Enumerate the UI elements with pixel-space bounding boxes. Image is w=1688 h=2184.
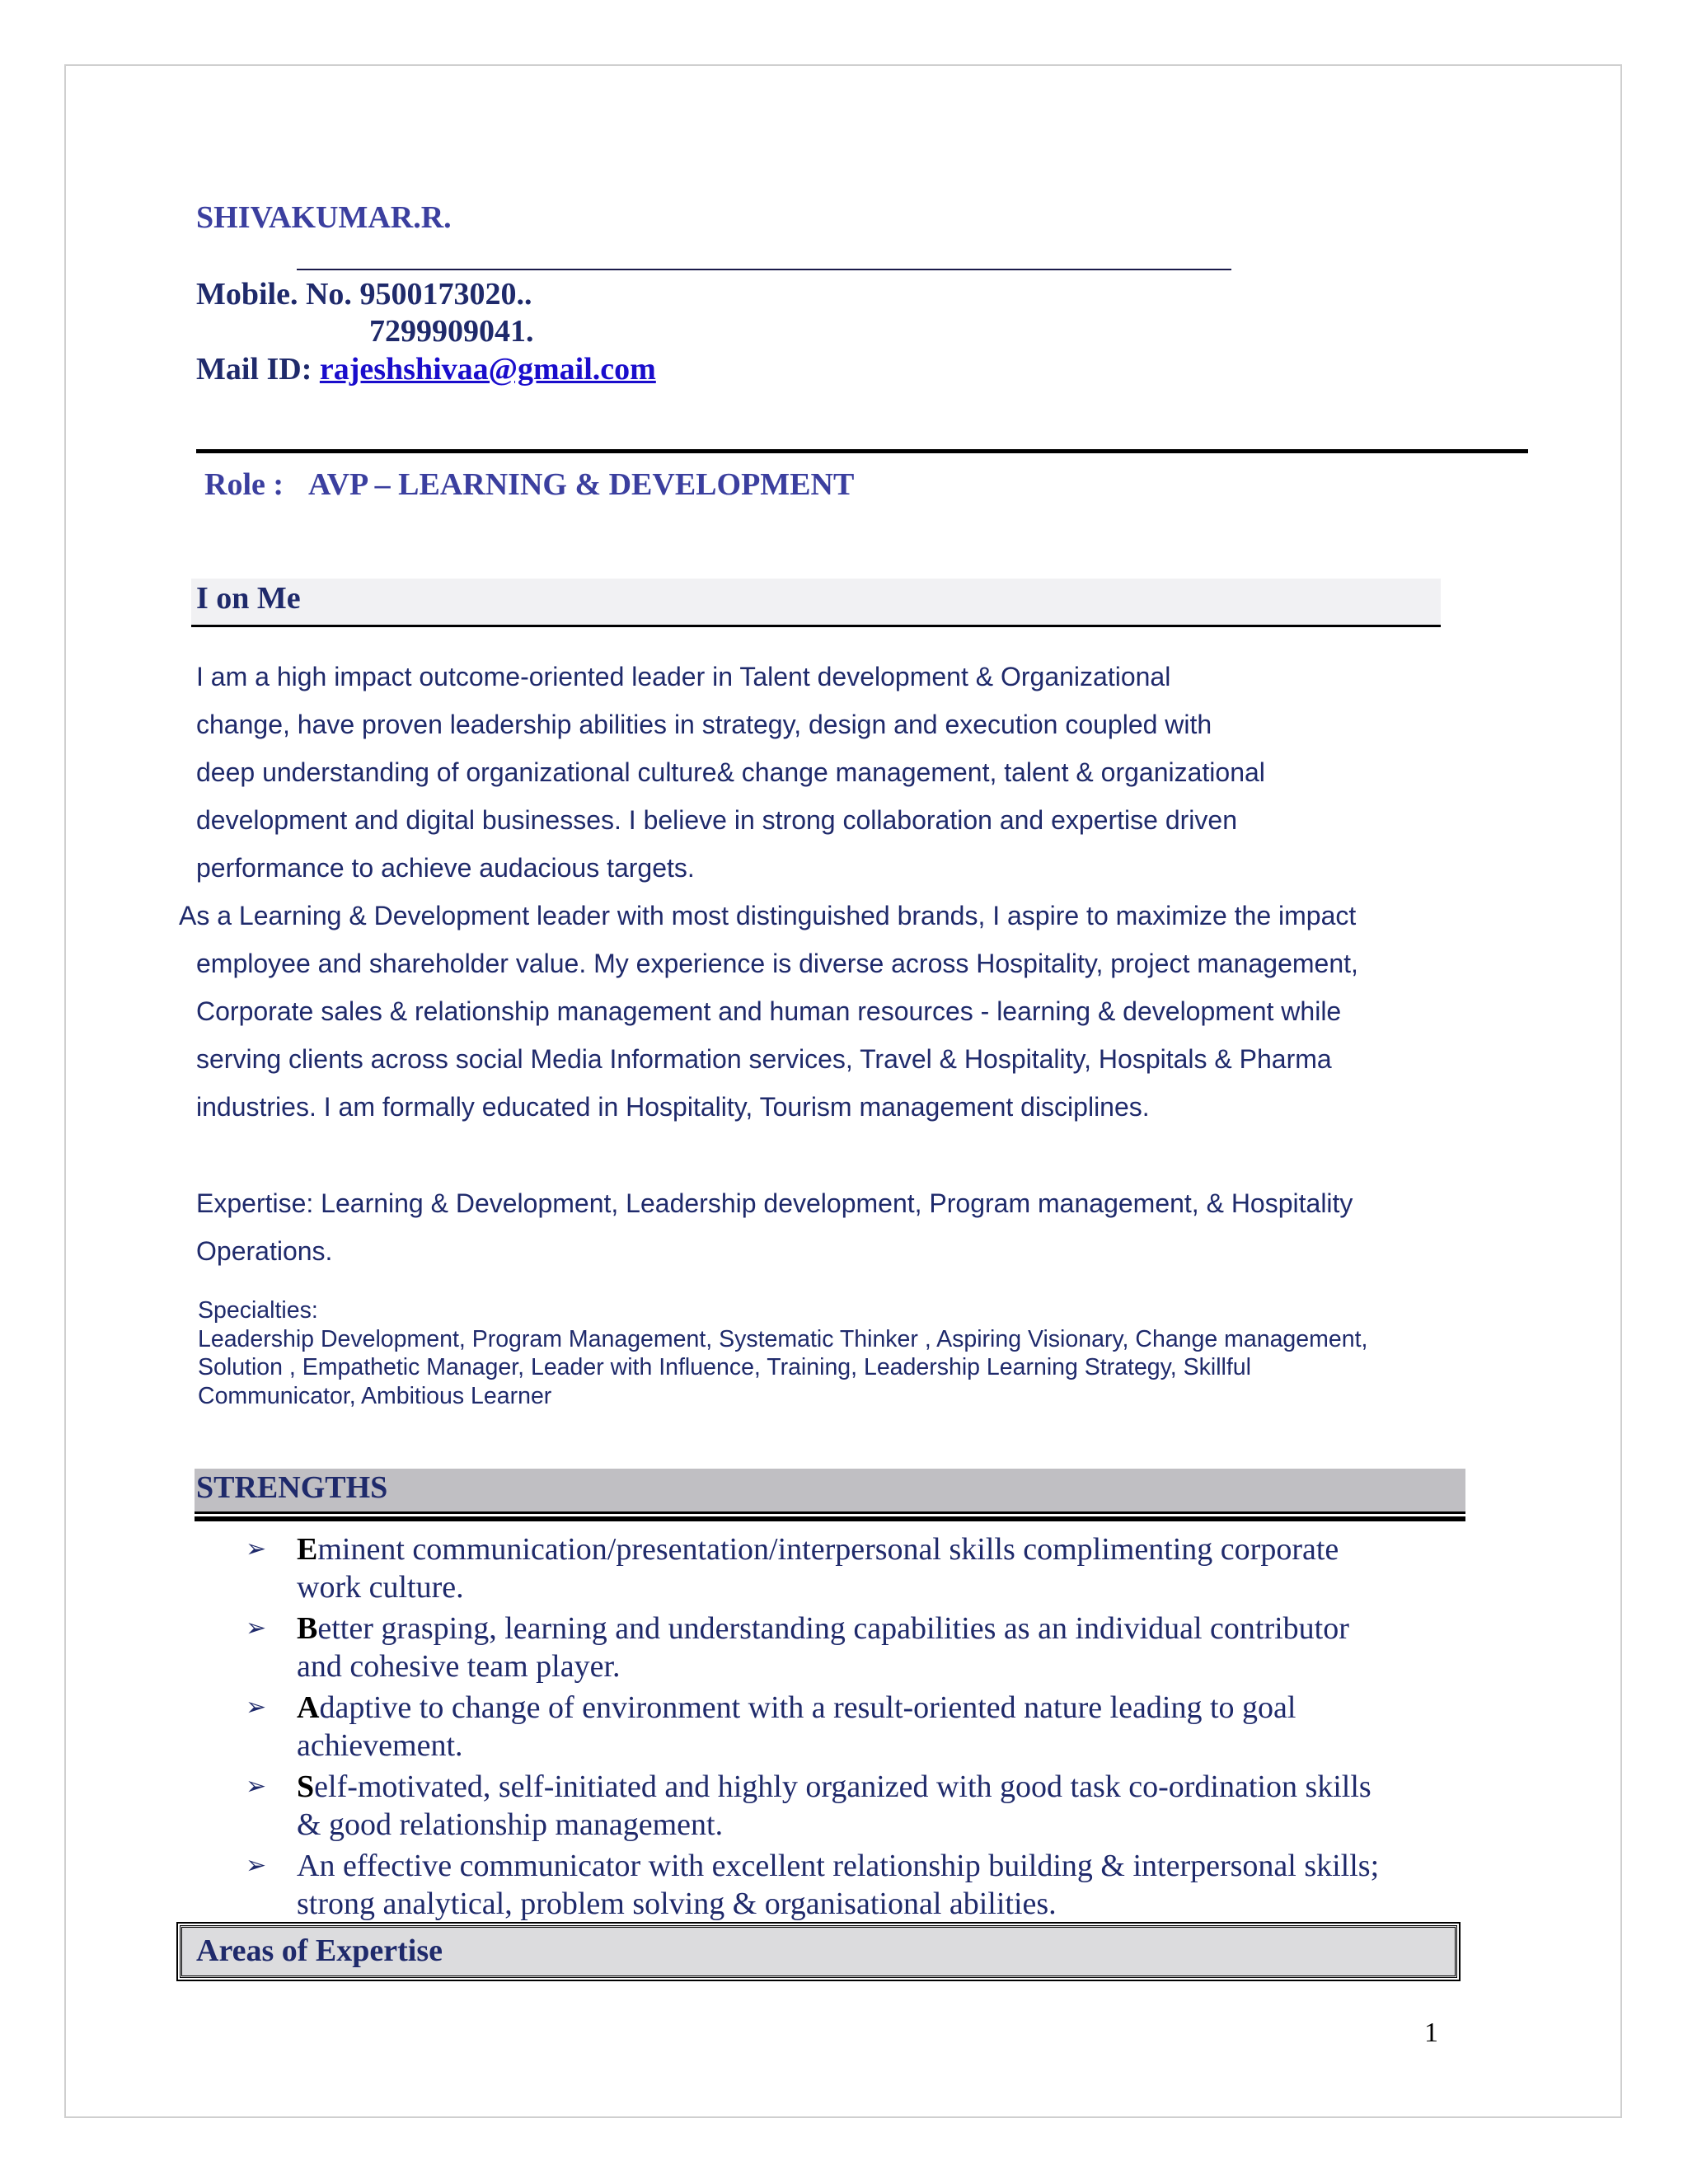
strengths-rule-thin bbox=[195, 1511, 1465, 1514]
mobile-number-1: 9500173020.. bbox=[359, 277, 532, 312]
email-link[interactable]: rajeshshivaa@gmail.com bbox=[319, 352, 656, 387]
paragraph-line: deep understanding of organizational culture& change management, talent & organizational bbox=[196, 757, 1265, 787]
strengths-list bbox=[246, 1530, 1482, 1926]
paragraph-line: industries. I am formally educated in Hospitality, Tourism management disciplines. bbox=[196, 1092, 1150, 1122]
paragraph-line: development and digital businesses. I believe in strong collaboration and expertise driven bbox=[196, 805, 1237, 835]
page-number: 1 bbox=[1424, 2018, 1438, 2048]
specialties-block bbox=[198, 1296, 1367, 1410]
arrow-bullet-icon: ➢ bbox=[246, 1614, 267, 1643]
specialties-line: Communicator, Ambitious Learner bbox=[198, 1382, 552, 1409]
candidate-name: SHIVAKUMAR.R. bbox=[196, 200, 452, 235]
list-item: ➢ Self-motivated, self-initiated and highly organized with good task co-ordination skills & good relationship management. bbox=[246, 1769, 1372, 1842]
paragraph-line: As a Learning & Development leader with most distinguished brands, I aspire to maximize the impact bbox=[179, 901, 1357, 930]
areas-title: Areas of Expertise bbox=[196, 1933, 443, 1968]
paragraph-line: serving clients across social Media Information services, Travel & Hospitality, Hospitals & Pharma bbox=[196, 1044, 1332, 1074]
expertise-line: Operations. bbox=[196, 1236, 333, 1266]
specialties-line: Leadership Development, Program Management, Systematic Thinker , Aspiring Visionary, Change management, bbox=[198, 1325, 1368, 1352]
list-item: ➢ Better grasping, learning and understanding capabilities as an individual contributor and cohesive team player. bbox=[246, 1611, 1349, 1684]
i-on-me-title: I on Me bbox=[196, 581, 301, 616]
i-on-me-header-bar bbox=[191, 579, 1441, 627]
strengths-title: STRENGTHS bbox=[196, 1470, 388, 1505]
mail-line bbox=[196, 351, 656, 387]
mobile-label: Mobile. No. bbox=[196, 277, 352, 312]
header-divider bbox=[196, 449, 1528, 453]
paragraph-line: I am a high impact outcome-oriented leader in Talent development & Organizational bbox=[196, 662, 1171, 691]
role-line bbox=[204, 466, 854, 503]
paragraph-line: performance to achieve audacious targets. bbox=[196, 853, 695, 883]
arrow-bullet-icon: ➢ bbox=[246, 1851, 267, 1880]
expertise-line: Expertise: Learning & Development, Leadership development, Program management, & Hospitality bbox=[196, 1188, 1353, 1218]
name-divider bbox=[297, 269, 1231, 270]
list-item: ➢ Eminent communication/presentation/interpersonal skills complimenting corporate work culture. bbox=[246, 1532, 1339, 1605]
role-label: Role : bbox=[204, 467, 284, 502]
list-item: ➢ An effective communicator with excellent relationship building & interpersonal skills; strong analytical, problem solving & organisational abilities. bbox=[246, 1849, 1380, 1921]
mobile-line bbox=[196, 276, 532, 312]
specialties-label: Specialties: bbox=[198, 1297, 318, 1324]
role-title: AVP – LEARNING & DEVELOPMENT bbox=[308, 467, 855, 502]
paragraph-line: Corporate sales & relationship management and human resources - learning & development while bbox=[196, 996, 1342, 1026]
paragraph-line: change, have proven leadership abilities in strategy, design and execution coupled with bbox=[196, 710, 1212, 739]
paragraph-line: employee and shareholder value. My experience is diverse across Hospitality, project management, bbox=[196, 949, 1358, 978]
mobile-number-2: 7299909041. bbox=[369, 314, 534, 349]
strengths-rule-thick bbox=[195, 1516, 1465, 1521]
specialties-line: Solution , Empathetic Manager, Leader with Influence, Training, Leadership Learning Strategy, Skillful bbox=[198, 1354, 1251, 1380]
mail-label: Mail ID: bbox=[196, 352, 312, 387]
arrow-bullet-icon: ➢ bbox=[246, 1535, 267, 1563]
arrow-bullet-icon: ➢ bbox=[246, 1693, 267, 1722]
arrow-bullet-icon: ➢ bbox=[246, 1772, 267, 1801]
list-item: ➢ Adaptive to change of environment with a result-oriented nature leading to goal achievement. bbox=[246, 1690, 1296, 1763]
